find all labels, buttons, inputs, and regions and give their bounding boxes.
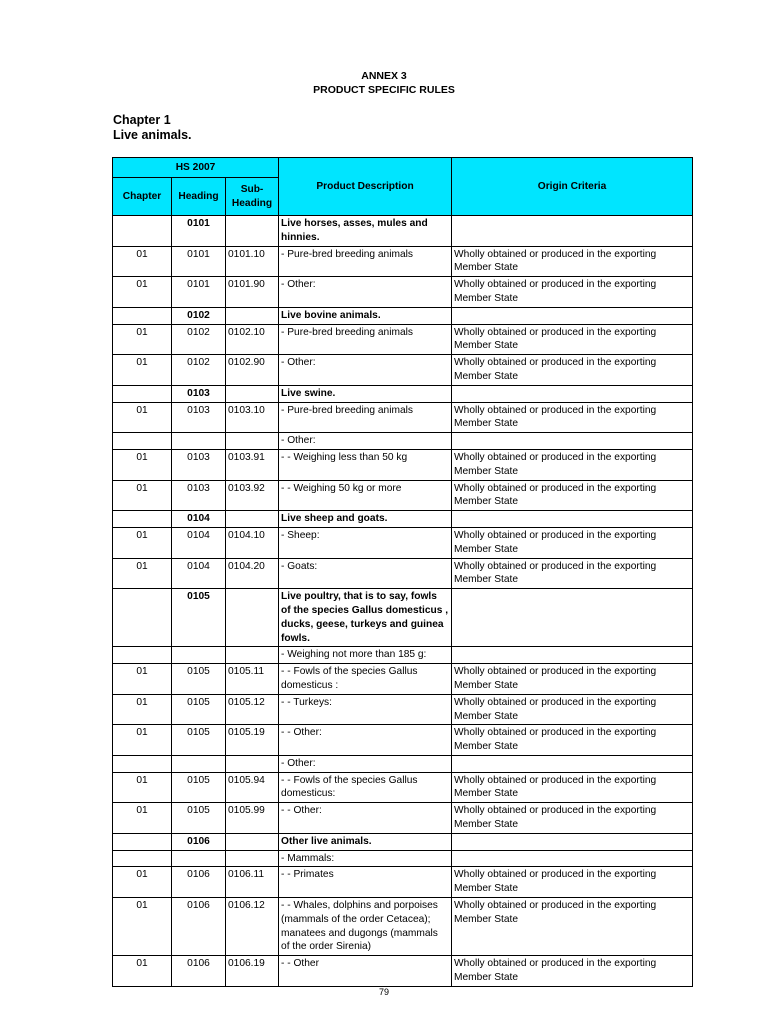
product-description-cell: - - Whales, dolphins and porpoises (mammals of the order Cetacea); manatees and dugongs (mammals of the order Sirenia) [279, 898, 452, 956]
product-description-cell: - - Fowls of the species Gallus domesticus : [279, 664, 452, 695]
heading-cell [172, 755, 226, 772]
chapter-cell: 01 [113, 480, 172, 511]
heading-cell: 0102 [172, 355, 226, 386]
product-description-cell: - Other: [279, 755, 452, 772]
subheading-cell: 0105.12 [226, 694, 279, 725]
subheading-cell [226, 755, 279, 772]
subheading-cell: 0103.10 [226, 402, 279, 433]
table-row [113, 694, 693, 725]
heading-cell: 0105 [172, 725, 226, 756]
heading-cell: 0106 [172, 867, 226, 898]
table-row [113, 277, 693, 308]
heading-cell [172, 647, 226, 664]
product-description-cell: - Pure-bred breeding animals [279, 246, 452, 277]
chapter-cell: 01 [113, 527, 172, 558]
origin-criteria-cell: Wholly obtained or produced in the exporting Member State [452, 449, 693, 480]
origin-criteria-cell [452, 511, 693, 528]
product-description-cell: - Sheep: [279, 527, 452, 558]
origin-criteria-cell: Wholly obtained or produced in the exporting Member State [452, 867, 693, 898]
table-row [113, 355, 693, 386]
heading-group-row [113, 511, 693, 528]
subheading-cell: 0106.12 [226, 898, 279, 956]
heading-column-header: Heading [172, 178, 226, 216]
subheading-cell: 0105.11 [226, 664, 279, 695]
product-description-cell: - Pure-bred breeding animals [279, 402, 452, 433]
chapter-cell: 01 [113, 324, 172, 355]
table-row [113, 664, 693, 695]
product-description-cell: - Other: [279, 277, 452, 308]
origin-criteria-cell: Wholly obtained or produced in the exporting Member State [452, 246, 693, 277]
table-row [113, 956, 693, 987]
subheading-cell: 0102.10 [226, 324, 279, 355]
heading-cell: 0103 [172, 449, 226, 480]
chapter-cell [113, 511, 172, 528]
subheading-cell: 0106.19 [226, 956, 279, 987]
table-row [113, 850, 693, 867]
chapter-cell: 01 [113, 558, 172, 589]
origin-criteria-cell: Wholly obtained or produced in the exporting Member State [452, 480, 693, 511]
subheading-cell [226, 511, 279, 528]
origin-criteria-cell: Wholly obtained or produced in the exporting Member State [452, 725, 693, 756]
table-row [113, 558, 693, 589]
heading-cell: 0104 [172, 558, 226, 589]
table-row [113, 527, 693, 558]
origin-criteria-cell: Wholly obtained or produced in the exporting Member State [452, 402, 693, 433]
chapter-cell [113, 307, 172, 324]
origin-criteria-cell: Wholly obtained or produced in the exporting Member State [452, 527, 693, 558]
product-description-cell: - - Other [279, 956, 452, 987]
heading-cell: 0103 [172, 385, 226, 402]
subheading-cell [226, 850, 279, 867]
origin-criteria-cell: Wholly obtained or produced in the exporting Member State [452, 277, 693, 308]
origin-criteria-cell: Wholly obtained or produced in the exporting Member State [452, 694, 693, 725]
product-description-cell: - Other: [279, 433, 452, 450]
product-description-cell: Live sheep and goats. [279, 511, 452, 528]
heading-group-row [113, 385, 693, 402]
origin-criteria-cell [452, 647, 693, 664]
product-description-cell: - - Fowls of the species Gallus domesticus: [279, 772, 452, 803]
subheading-cell: 0101.90 [226, 277, 279, 308]
product-description-cell: - Goats: [279, 558, 452, 589]
subheading-cell [226, 307, 279, 324]
chapter-cell [113, 216, 172, 247]
chapter-cell [113, 755, 172, 772]
heading-group-row [113, 307, 693, 324]
product-description-cell: - - Other: [279, 803, 452, 834]
product-description-cell: - - Primates [279, 867, 452, 898]
heading-group-row [113, 833, 693, 850]
product-description-cell: - - Other: [279, 725, 452, 756]
chapter-cell [113, 385, 172, 402]
origin-criteria-cell: Wholly obtained or produced in the exporting Member State [452, 324, 693, 355]
chapter-cell [113, 433, 172, 450]
subheading-cell: 0105.94 [226, 772, 279, 803]
product-description-cell: - Mammals: [279, 850, 452, 867]
heading-cell: 0105 [172, 664, 226, 695]
annex-heading [0, 69, 768, 97]
heading-cell: 0104 [172, 511, 226, 528]
chapter-cell [113, 850, 172, 867]
product-description-cell: - Other: [279, 355, 452, 386]
table-row [113, 480, 693, 511]
page-number: 79 [378, 987, 389, 997]
product-rules-table [112, 157, 693, 987]
heading-cell [172, 433, 226, 450]
heading-group-row [113, 216, 693, 247]
subheading-cell [226, 833, 279, 850]
origin-criteria-header: Origin Criteria [452, 158, 693, 216]
chapter-cell: 01 [113, 246, 172, 277]
chapter-cell: 01 [113, 898, 172, 956]
table-row [113, 246, 693, 277]
subheading-cell [226, 385, 279, 402]
origin-criteria-cell [452, 589, 693, 647]
chapter-number: Chapter 1 [113, 113, 171, 127]
subheading-cell: 0105.99 [226, 803, 279, 834]
subheading-cell [226, 589, 279, 647]
origin-criteria-cell [452, 307, 693, 324]
heading-cell: 0106 [172, 956, 226, 987]
subheading-cell: 0106.11 [226, 867, 279, 898]
chapter-column-header: Chapter [113, 178, 172, 216]
heading-cell: 0104 [172, 527, 226, 558]
origin-criteria-cell: Wholly obtained or produced in the exporting Member State [452, 956, 693, 987]
origin-criteria-cell [452, 755, 693, 772]
chapter-title: Live animals. [113, 128, 192, 142]
subheading-cell [226, 647, 279, 664]
chapter-cell [113, 589, 172, 647]
origin-criteria-cell: Wholly obtained or produced in the exporting Member State [452, 664, 693, 695]
subheading-cell: 0104.10 [226, 527, 279, 558]
chapter-cell: 01 [113, 664, 172, 695]
table-body [113, 216, 693, 987]
chapter-cell [113, 647, 172, 664]
origin-criteria-cell [452, 833, 693, 850]
product-description-cell: - Pure-bred breeding animals [279, 324, 452, 355]
chapter-cell: 01 [113, 772, 172, 803]
origin-criteria-cell: Wholly obtained or produced in the exporting Member State [452, 772, 693, 803]
product-description-cell: Live horses, asses, mules and hinnies. [279, 216, 452, 247]
product-description-cell: Other live animals. [279, 833, 452, 850]
subheading-cell: 0102.90 [226, 355, 279, 386]
table-row [113, 725, 693, 756]
heading-cell: 0105 [172, 589, 226, 647]
origin-criteria-cell: Wholly obtained or produced in the exporting Member State [452, 558, 693, 589]
heading-cell: 0103 [172, 402, 226, 433]
annex-subtitle: PRODUCT SPECIFIC RULES [313, 84, 455, 96]
table-row [113, 449, 693, 480]
origin-criteria-cell [452, 850, 693, 867]
chapter-cell: 01 [113, 725, 172, 756]
product-description-cell: - - Weighing less than 50 kg [279, 449, 452, 480]
heading-group-row [113, 589, 693, 647]
heading-cell: 0102 [172, 324, 226, 355]
heading-cell: 0105 [172, 803, 226, 834]
table-row [113, 898, 693, 956]
chapter-cell: 01 [113, 803, 172, 834]
heading-cell: 0102 [172, 307, 226, 324]
table-row [113, 647, 693, 664]
heading-cell: 0106 [172, 898, 226, 956]
product-description-cell: Live poultry, that is to say, fowls of the species Gallus domesticus , ducks, geese, turkeys and guinea fowls. [279, 589, 452, 647]
origin-criteria-cell: Wholly obtained or produced in the exporting Member State [452, 355, 693, 386]
origin-criteria-cell: Wholly obtained or produced in the exporting Member State [452, 898, 693, 956]
chapter-cell: 01 [113, 277, 172, 308]
heading-cell: 0105 [172, 694, 226, 725]
subheading-cell [226, 216, 279, 247]
table-row [113, 433, 693, 450]
heading-cell: 0101 [172, 216, 226, 247]
chapter-cell: 01 [113, 402, 172, 433]
origin-criteria-cell: Wholly obtained or produced in the exporting Member State [452, 803, 693, 834]
chapter-cell: 01 [113, 355, 172, 386]
chapter-cell: 01 [113, 694, 172, 725]
subheading-cell: 0103.92 [226, 480, 279, 511]
chapter-heading [113, 113, 192, 143]
heading-cell: 0101 [172, 277, 226, 308]
heading-cell [172, 850, 226, 867]
chapter-cell: 01 [113, 449, 172, 480]
table-row [113, 402, 693, 433]
chapter-cell: 01 [113, 956, 172, 987]
product-description-cell: Live bovine animals. [279, 307, 452, 324]
heading-cell: 0106 [172, 833, 226, 850]
heading-cell: 0101 [172, 246, 226, 277]
product-description-cell: Live swine. [279, 385, 452, 402]
origin-criteria-cell [452, 385, 693, 402]
table-row [113, 867, 693, 898]
heading-cell: 0105 [172, 772, 226, 803]
table-row [113, 772, 693, 803]
subheading-cell: 0103.91 [226, 449, 279, 480]
hs-2007-header: HS 2007 [113, 158, 279, 178]
heading-cell: 0103 [172, 480, 226, 511]
product-description-cell: - Weighing not more than 185 g: [279, 647, 452, 664]
table-row [113, 803, 693, 834]
origin-criteria-cell [452, 433, 693, 450]
table-row [113, 324, 693, 355]
chapter-cell [113, 833, 172, 850]
subheading-column-header: Sub- Heading [226, 178, 279, 216]
subheading-cell [226, 433, 279, 450]
subheading-cell: 0101.10 [226, 246, 279, 277]
table-header [113, 158, 693, 216]
annex-title: ANNEX 3 [361, 70, 407, 82]
product-description-cell: - - Turkeys: [279, 694, 452, 725]
product-description-cell: - - Weighing 50 kg or more [279, 480, 452, 511]
subheading-cell: 0104.20 [226, 558, 279, 589]
subheading-cell: 0105.19 [226, 725, 279, 756]
product-description-header: Product Description [279, 158, 452, 216]
table-row [113, 755, 693, 772]
chapter-cell: 01 [113, 867, 172, 898]
origin-criteria-cell [452, 216, 693, 247]
